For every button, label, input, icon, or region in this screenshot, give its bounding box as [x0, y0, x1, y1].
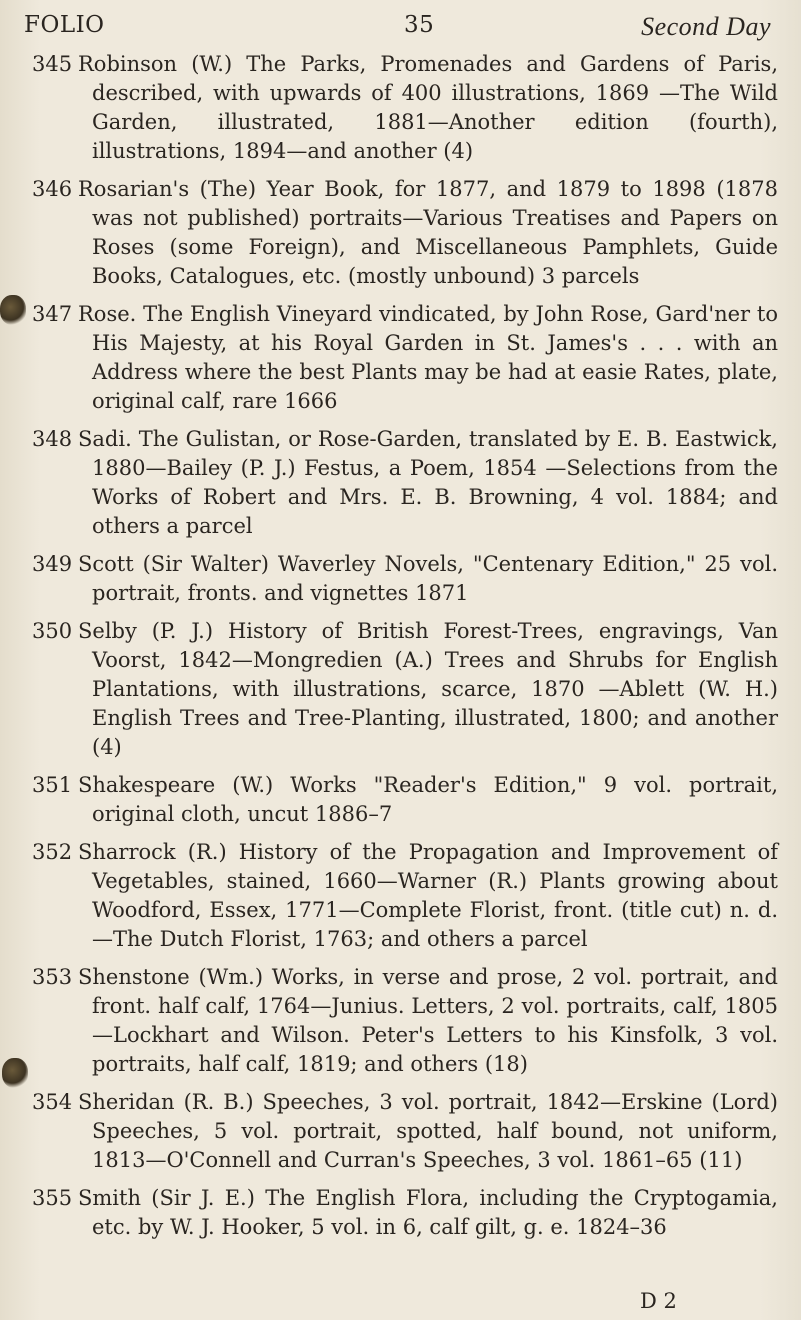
lot-description: Scott (Sir Walter) Waverley Novels, "Centenary Edition," 25 vol. portrait, fronts. and vignettes 1871: [78, 552, 778, 605]
lot-entry: [18, 550, 778, 608]
lot-entry: [18, 425, 778, 541]
lot-number: 345: [32, 52, 73, 76]
lot-number: 350: [32, 619, 73, 643]
page-number: 35: [404, 12, 435, 38]
lot-description: Selby (P. J.) History of British Forest-Trees, engravings, Van Voorst, 1842—Mongredien (A.) Trees and Shrubs for English Plantations, with illustrations, scarce, 1870 —Ablett (W. H.) English Trees and Tree-Planting, illustrated, 1800; and another (4): [78, 619, 778, 759]
lot-description: Smith (Sir J. E.) The English Flora, including the Cryptogamia, etc. by W. J. Hooker, 5 vol. in 6, calf gilt, g. e. 1824–36: [78, 1186, 778, 1239]
lot-description: Rose. The English Vineyard vindicated, by John Rose, Gard'ner to His Majesty, at his Royal Garden in St. James's . . . with an Address where the best Plants may be had at easie Rates, plate, original calf, rare 1666: [78, 302, 778, 413]
lot-entry: [18, 963, 778, 1079]
lot-description: Sheridan (R. B.) Speeches, 3 vol. portrait, 1842—Erskine (Lord) Speeches, 5 vol. portrait, spotted, half bound, not uniform, 1813—O'Connell and Curran's Speeches, 3 vol. 1861–65 (11): [78, 1090, 778, 1172]
page-header: [24, 12, 771, 48]
header-format: FOLIO: [24, 12, 105, 38]
lot-list: [18, 50, 778, 1251]
lot-description: Sharrock (R.) History of the Propagation and Improvement of Vegetables, stained, 1660—Warner (R.) Plants growing about Woodford, Essex, 1771—Complete Florist, front. (title cut) n. d.—The Dutch Florist, 1763; and others a parcel: [78, 840, 778, 951]
lot-number: 347: [32, 302, 73, 326]
lot-entry: [18, 617, 778, 762]
lot-description: Shenstone (Wm.) Works, in verse and prose, 2 vol. portrait, and front. half calf, 1764—Junius. Letters, 2 vol. portraits, calf, 1805—Lockhart and Wilson. Peter's Letters to his Kinsfolk, 3 vol. portraits, half calf, 1819; and others (18): [78, 965, 778, 1076]
lot-entry: [18, 1184, 778, 1242]
lot-number: 354: [32, 1090, 73, 1114]
lot-entry: [18, 771, 778, 829]
lot-entry: [18, 838, 778, 954]
header-day: Second Day: [641, 12, 771, 41]
lot-description: Rosarian's (The) Year Book, for 1877, and 1879 to 1898 (1878 was not published) portraits—Various Treatises and Papers on Roses (some Foreign), and Miscellaneous Pamphlets, Guide Books, Catalogues, etc. (mostly unbound) 3 parcels: [78, 177, 778, 288]
lot-description: Robinson (W.) The Parks, Promenades and Gardens of Paris, described, with upwards of 400 illustrations, 1869 —The Wild Garden, illustrated, 1881—Another edition (fourth), illustrations, 1894—and another (4): [78, 52, 778, 163]
lot-number: 346: [32, 177, 73, 201]
lot-number: 351: [32, 773, 73, 797]
lot-number: 353: [32, 965, 73, 989]
lot-description: Shakespeare (W.) Works "Reader's Edition," 9 vol. portrait, original cloth, uncut 1886–7: [78, 773, 778, 826]
signature-mark: D 2: [640, 1289, 677, 1313]
lot-entry: [18, 50, 778, 166]
lot-description: Sadi. The Gulistan, or Rose-Garden, translated by E. B. Eastwick, 1880—Bailey (P. J.) Festus, a Poem, 1854 —Selections from the Works of Robert and Mrs. E. B. Browning, 4 vol. 1884; and others a parcel: [78, 427, 778, 538]
lot-entry: [18, 175, 778, 291]
lot-entry: [18, 300, 778, 416]
lot-entry: [18, 1088, 778, 1175]
lot-number: 352: [32, 840, 73, 864]
lot-number: 349: [32, 552, 73, 576]
lot-number: 348: [32, 427, 73, 451]
lot-number: 355: [32, 1186, 73, 1210]
